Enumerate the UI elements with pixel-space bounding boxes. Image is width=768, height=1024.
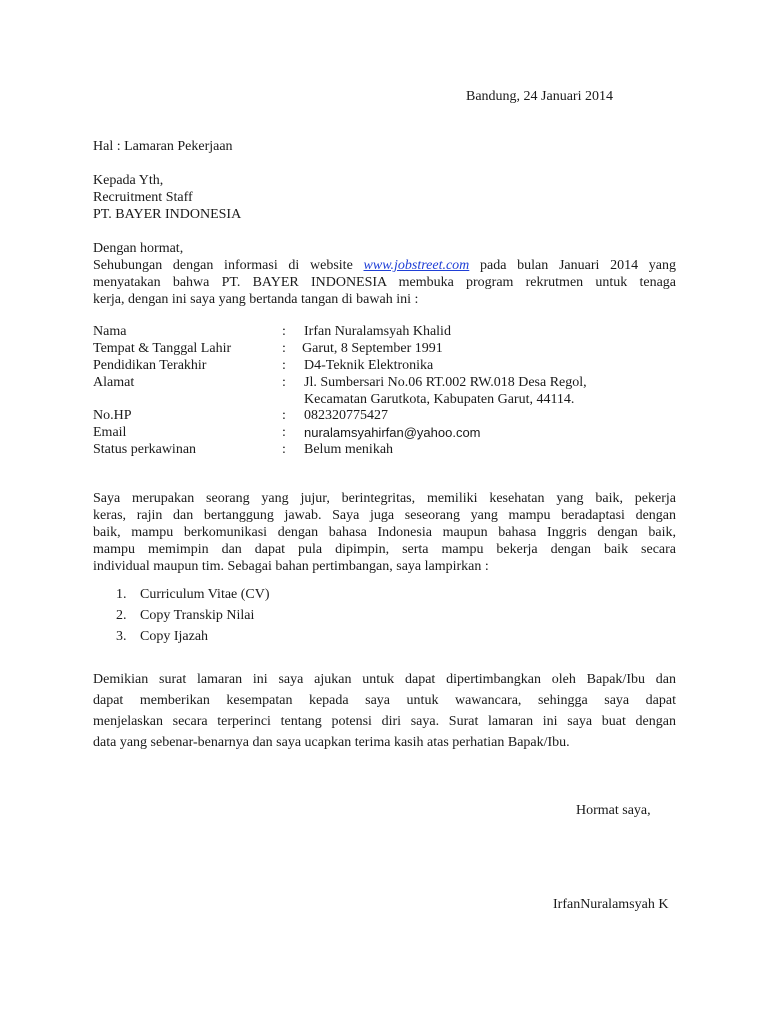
detail-label: Tempat & Tanggal Lahir [93, 341, 232, 356]
list-item [116, 606, 254, 626]
detail-value: Jl. Sumbersari No.06 RT.002 RW.018 Desa Regol, [304, 375, 587, 390]
detail-row [93, 323, 693, 340]
intro-line-1 [93, 257, 676, 274]
detail-label: Nama [93, 324, 127, 339]
list-number: 3. [116, 629, 127, 644]
detail-value: D4-Teknik Elektronika [304, 358, 434, 373]
closing-line: data yang sebenar-benarnya dan saya ucapkan terima kasih atas perhatian Bapak/Ibu. [93, 735, 570, 750]
greeting: Dengan hormat, [93, 241, 184, 256]
detail-row [93, 391, 693, 408]
detail-row [93, 340, 693, 357]
signature-name: IrfanNuralamsyah K [553, 897, 669, 912]
intro-line-2: menyatakan bahwa PT. BAYER INDONESIA membuka program rekrutmen untuk tenaga [93, 275, 676, 290]
body-line: individual maupun tim. Sebagai bahan pertimbangan, saya lampirkan : [93, 559, 489, 574]
detail-row [93, 441, 693, 458]
detail-label: Pendidikan Terakhir [93, 358, 207, 373]
intro-text-after-link: pada bulan Januari 2014 yang [480, 258, 677, 273]
closing-line: menjelaskan secara terperinci tentang potensi diri saya. Surat lamaran ini saya buat dengan [93, 714, 676, 729]
detail-row [93, 424, 693, 441]
list-number: 2. [116, 608, 127, 623]
detail-value: Belum menikah [304, 442, 394, 457]
detail-label: Alamat [93, 375, 135, 390]
intro-line-3: kerja, dengan ini saya yang bertanda tangan di bawah ini : [93, 292, 419, 307]
recipient-line-3: PT. BAYER INDONESIA [93, 207, 242, 222]
list-item [116, 627, 208, 647]
list-item [116, 585, 270, 605]
subject-line: Hal : Lamaran Pekerjaan [93, 139, 233, 154]
place-date: Bandung, 24 Januari 2014 [466, 89, 613, 104]
closing-line: dapat memberikan kesempatan kepada saya untuk wawancara, sehingga saya dapat [93, 693, 676, 708]
detail-label: No.HP [93, 408, 132, 423]
detail-colon: : [282, 341, 286, 356]
detail-row [93, 357, 693, 374]
sign-off: Hormat saya, [576, 803, 651, 818]
jobstreet-link[interactable]: www.jobstreet.com [363, 258, 470, 273]
recipient-line-2: Recruitment Staff [93, 190, 193, 205]
detail-colon: : [282, 324, 286, 339]
detail-value: Garut, 8 September 1991 [302, 341, 443, 356]
detail-value: Irfan Nuralamsyah Khalid [304, 324, 451, 339]
detail-colon: : [282, 358, 286, 373]
detail-row [93, 407, 693, 424]
body-line: baik, mampu berkomunikasi dengan bahasa Indonesia maupun bahasa Inggris dengan baik, [93, 525, 676, 540]
intro-text-before-link: Sehubungan dengan informasi di website [93, 258, 353, 273]
intro-paragraph [93, 257, 676, 308]
body-line: Saya merupakan seorang yang jujur, berintegritas, memiliki kesehatan yang baik, pekerja [93, 491, 676, 506]
detail-value: nuralamsyahirfan@yahoo.com [304, 425, 481, 440]
closing-paragraph [93, 669, 676, 753]
detail-colon: : [282, 375, 286, 390]
detail-colon: : [282, 442, 286, 457]
list-text: Copy Transkip Nilai [140, 608, 255, 623]
list-text: Copy Ijazah [140, 629, 209, 644]
recipient-line-1: Kepada Yth, [93, 173, 164, 188]
detail-label: Status perkawinan [93, 442, 197, 457]
list-number: 1. [116, 587, 127, 602]
body-line: keras, rajin dan bertanggung jawab. Saya juga seseorang yang mampu beradaptasi dengan [93, 508, 676, 523]
detail-row [93, 374, 693, 391]
closing-line: Demikian surat lamaran ini saya ajukan untuk dapat dipertimbangkan oleh Bapak/Ibu dan [93, 672, 676, 687]
detail-colon: : [282, 425, 286, 440]
detail-value: Kecamatan Garutkota, Kabupaten Garut, 44114. [304, 392, 575, 407]
detail-value: 082320775427 [304, 408, 388, 423]
body-paragraph [93, 490, 676, 575]
detail-label: Email [93, 425, 127, 440]
body-line: mampu memimpin dan dapat pula dipimpin, serta mampu bekerja dengan baik secara [93, 542, 676, 557]
detail-colon: : [282, 408, 286, 423]
list-text: Curriculum Vitae (CV) [140, 587, 270, 602]
